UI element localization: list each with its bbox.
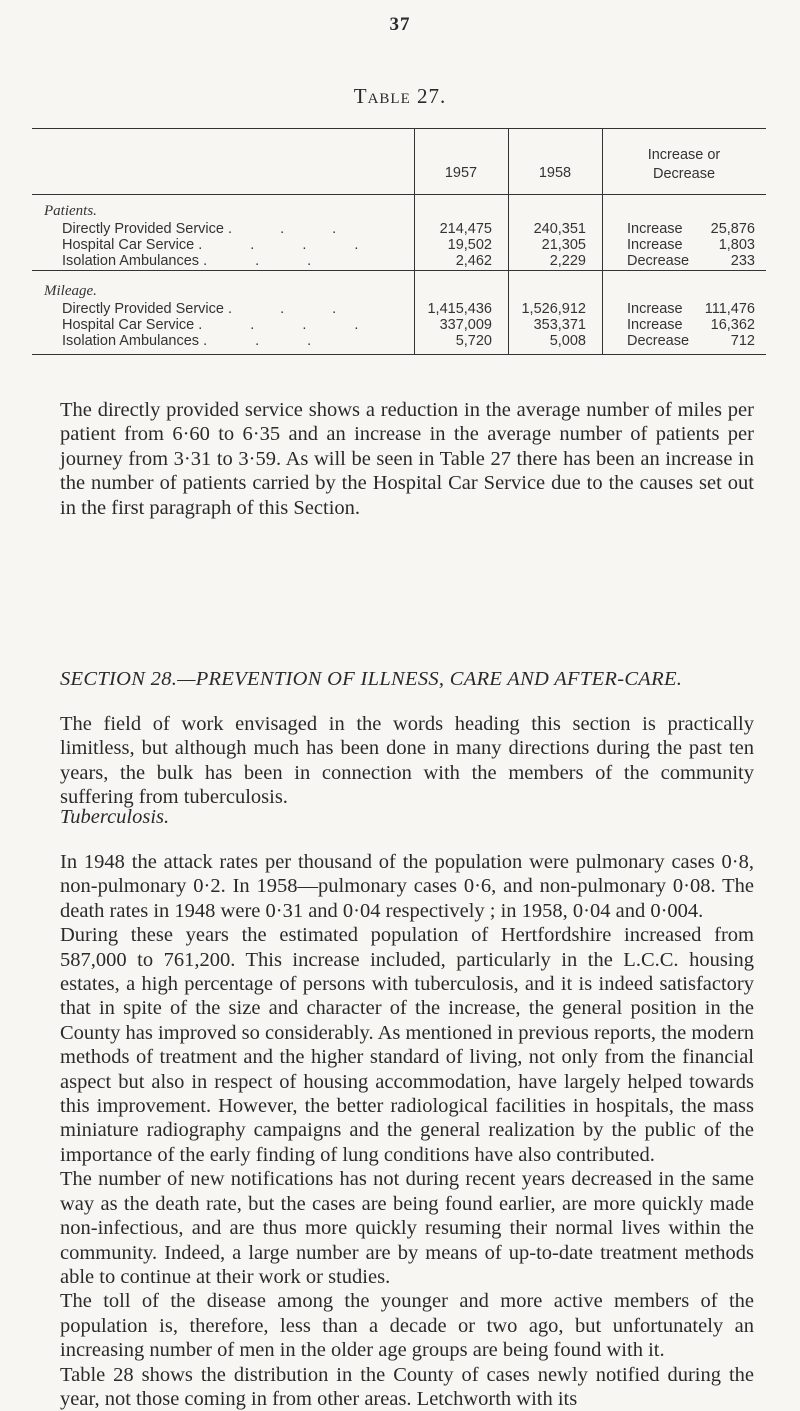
value-1958: 240,351 [533,221,586,237]
value-1958: 2,229 [549,253,586,269]
table-title: Table 27. [353,84,447,108]
paragraph-table28: Table 28 shows the distribution in the County of cases newly notified during the year, not those coming in from other areas. Letchworth with its [60,1363,754,1410]
paragraph-text: The field of work envisaged in the words heading this section is practically limitless, but although much has been done in many directions during the past ten years, the bulk has been in connection with the members of the community suffering from tuberculosis. [60,713,754,809]
row-label: Hospital Car Service . . . . [62,317,381,333]
table-bottom-rule [32,354,766,355]
row-label: Directly Provided Service . . . [62,301,359,317]
value-1957: 2,462 [455,253,492,269]
paragraph-notifications: The number of new notifications has not during recent years decreased in the same way as the death rate, but the cases are being found earlier, are more quickly made non-infectious, and are thus more quickly resuming their normal lives within the community. Indeed, a large number are by means of up-to-date treatment methods able to continue at their work or studies. [60,1168,754,1288]
paragraph-text: The directly provided service shows a reduction in the average number of miles per patient from 6·60 to 6·35 and an increase in the average number of patients per journey from 3·31 to 3·59. As will be seen in Table 27 there has been an increase in the number of patients carried by the Hospital Car Service due to the causes set out in the first paragraph of this Section. [60,399,754,519]
change-value: Decrease 233 [627,253,755,269]
group-rule [32,270,766,271]
tuberculosis-body [60,850,754,1411]
paragraph-toll: The toll of the disease among the younger and more active members of the population is, therefore, less than a decade or two ago, but unfortunately an increasing number of men in the older age groups are being found with it. [60,1290,754,1362]
header-1958: 1958 [538,165,572,181]
header-change: Increase or Decrease [647,147,721,182]
group-label-patients: Patients. [44,203,97,219]
table-top-rule [32,128,766,129]
value-1958: 21,305 [541,237,586,253]
value-1957: 19,502 [447,237,492,253]
change-value: Decrease 712 [627,333,755,349]
value-1958: 1,526,912 [521,301,586,317]
value-1957: 5,720 [455,333,492,349]
ambulance-statistics-table [32,128,766,358]
change-value: Increase 16,362 [627,317,755,333]
header-rule [32,194,766,195]
change-value: Increase 1,803 [627,237,755,253]
row-label: Isolation Ambulances . . . [62,333,334,349]
paragraph-rates: In 1948 the attack rates per thousand of the population were pulmonary cases 0·8, non-pulmonary 0·2. In 1958—pulmonary cases 0·6, and non-pulmonary 0·08. The death rates in 1948 were 0·31 and 0·04 respectively ; in 1958, 0·04 and 0·004. [60,851,754,922]
section-heading: SECTION 28.—PREVENTION OF ILLNESS, CARE AND AFTER-CARE. [60,668,683,690]
value-1958: 353,371 [533,317,586,333]
row-label: Directly Provided Service . . . [62,221,359,237]
intro-paragraph [60,398,754,520]
page-number: 37 [389,14,411,35]
change-value: Increase 25,876 [627,221,755,237]
subheading-tuberculosis: Tuberculosis. [60,806,170,828]
row-label: Isolation Ambulances . . . [62,253,334,269]
row-label: Hospital Car Service . . . . [62,237,381,253]
change-value: Increase 111,476 [627,301,755,317]
value-1958: 5,008 [549,333,586,349]
field-paragraph [60,712,754,810]
value-1957: 214,475 [439,221,492,237]
value-1957: 1,415,436 [427,301,492,317]
group-label-mileage: Mileage. [44,283,97,299]
header-1957: 1957 [444,165,478,181]
value-1957: 337,009 [439,317,492,333]
paragraph-population: During these years the estimated population of Hertfordshire increased from 587,000 to 761,200. This increase included, particularly in the L.C.C. housing estates, a high percentage of persons with tuberculosis, and it is indeed satisfactory that in spite of the size and character of the increase, the general position in the County has improved so considerably. As mentioned in previous reports, the modern methods of treatment and the higher standard of living, not only from the financial aspect but also in respect of housing accommodation, have largely helped towards this improvement. However, the better radiological facilities in hospitals, the mass miniature radiography campaigns and the general realization by the public of the importance of the early finding of lung conditions have also contributed. [60,924,754,1166]
